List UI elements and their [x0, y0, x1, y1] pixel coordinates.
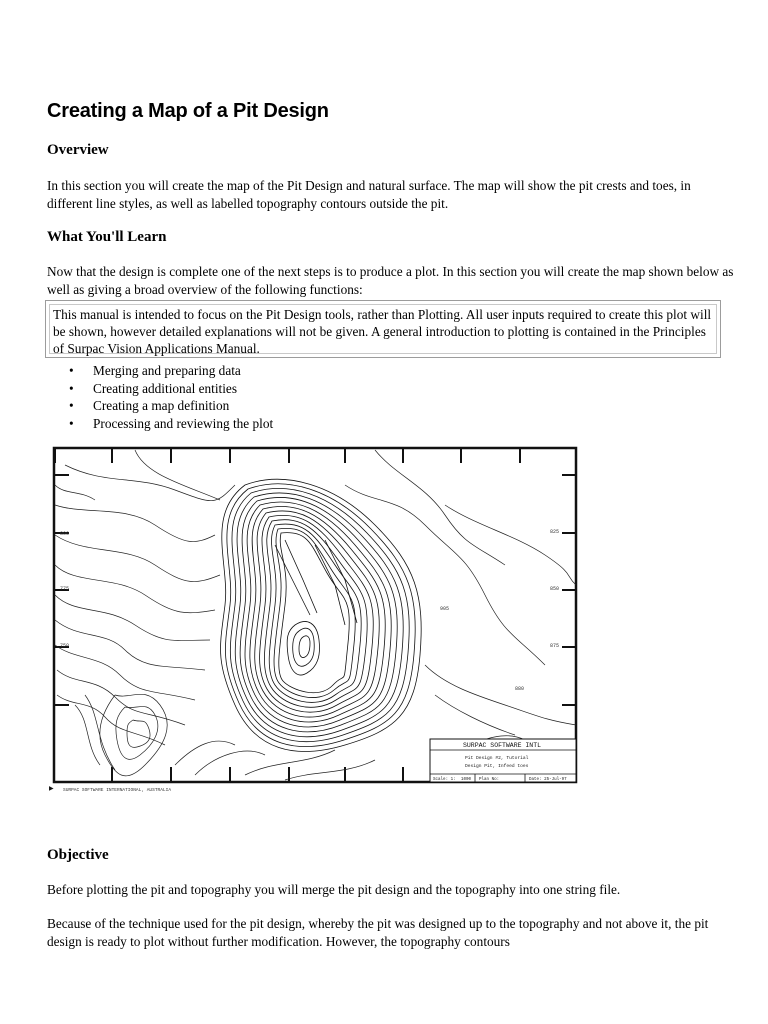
svg-text:800: 800 [60, 531, 70, 537]
list-item: • Creating additional entities [69, 380, 238, 396]
svg-text:905: 905 [440, 606, 450, 612]
title-block-scale: 1000 [461, 778, 472, 782]
logo-icon: ▶ [49, 786, 54, 792]
objective-text-1: Before plotting the pit and topography you will merge the pit design and the topography into one string file. [47, 882, 621, 897]
svg-text:875: 875 [550, 643, 560, 649]
svg-text:880: 880 [515, 686, 525, 692]
list-item: • Creating a map definition [69, 398, 230, 413]
svg-text:775: 775 [60, 586, 70, 592]
title-block-company: SURPAC SOFTWARE INTL [463, 742, 542, 749]
bullet-icon: • [69, 363, 74, 378]
title-block-line1: Pit Design #2, Tutorial [465, 756, 529, 761]
svg-text:750: 750 [60, 643, 70, 649]
objective-text-2: Because of the technique used for the pit design, whereby the pit was designed up to the topography and not above it, the pit design is ready to plot without further modification. However, the topography contours [47, 916, 709, 949]
title-block-plan: Plan No: [479, 778, 500, 782]
list-item: • Merging and preparing data [69, 363, 241, 378]
overview-heading: Overview [47, 142, 109, 158]
title-block-scale-label: Scale: 1: [433, 778, 456, 782]
svg-text:850: 850 [550, 586, 560, 592]
page-title: Creating a Map of a Pit Design [47, 100, 329, 122]
note-box [45, 300, 721, 358]
learn-text: Now that the design is complete one of the next steps is to produce a plot. In this section you will create the map shown below as well as giving a broad overview of the following functions: [47, 264, 734, 297]
function-list [47, 362, 273, 432]
pit-design-map [45, 445, 581, 795]
title-block-date: Date: 25-Jul-97 [529, 778, 567, 782]
overview-text: In this section you will create the map of the Pit Design and natural surface. The map will show the pit crests and toes, in different line styles, as well as labelled topography contours outside the pit. [47, 178, 691, 211]
bullet-icon: • [69, 380, 74, 396]
objective-heading: Objective [47, 847, 109, 863]
map-title-block [430, 739, 576, 782]
bullet-icon: • [69, 398, 74, 413]
title-block-line2: Design Pit, Infeed toes [465, 764, 529, 769]
list-item: • Processing and reviewing the plot [69, 415, 274, 431]
map-footer: SURPAC SOFTWARE INTERNATIONAL, AUSTRALIA [63, 788, 172, 793]
note-text: This manual is intended to focus on the Pit Design tools, rather than Plotting. All user inputs required to create this plot will be shown, however detailed explanations will not be given. A general introduction to plotting is contained in the Principles of Surpac Vision Applications Manual. [49, 304, 717, 354]
svg-text:825: 825 [550, 529, 560, 535]
bullet-icon: • [69, 415, 74, 431]
learn-heading: What You'll Learn [47, 229, 167, 245]
